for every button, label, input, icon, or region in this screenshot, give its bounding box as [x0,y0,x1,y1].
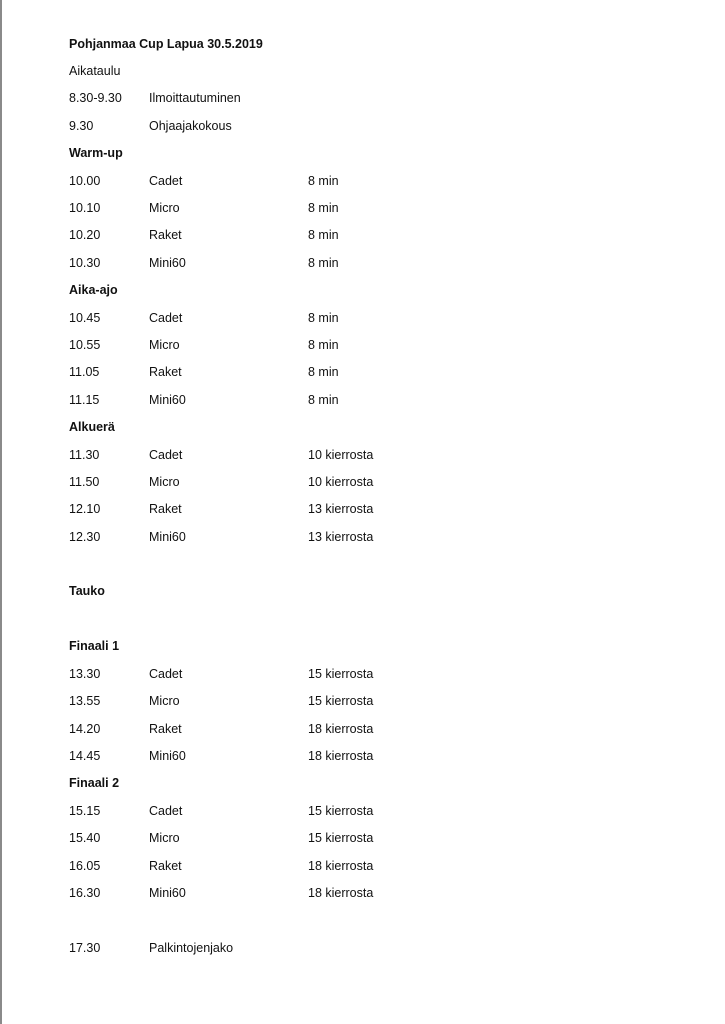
class-cell: Raket [149,722,182,736]
break-label: Tauko [69,584,105,598]
class-cell: Cadet [149,174,183,188]
duration-cell: 15 kierrosta [308,694,374,708]
duration-cell: 15 kierrosta [308,831,374,845]
duration-cell: 10 kierrosta [308,475,374,489]
duration-cell: 13 kierrosta [308,530,374,544]
duration-cell: 8 min [308,393,339,407]
class-cell: Raket [149,502,182,516]
class-cell: Cadet [149,804,183,818]
section-heading-alkuera: Alkuerä [69,420,115,434]
time-cell: 8.30-9.30 [69,91,122,105]
duration-cell: 18 kierrosta [308,749,374,763]
time-cell: 9.30 [69,119,94,133]
time-cell: 13.55 [69,694,101,708]
class-cell: Cadet [149,448,183,462]
time-cell: 13.30 [69,667,101,681]
class-cell: Mini60 [149,886,186,900]
class-cell: Mini60 [149,393,186,407]
time-cell: 11.15 [69,393,100,407]
page-edge [0,0,2,1024]
duration-cell: 8 min [308,365,339,379]
duration-cell: 18 kierrosta [308,886,374,900]
time-cell: 10.30 [69,256,101,270]
section-heading-finaali-2: Finaali 2 [69,776,120,790]
class-cell: Mini60 [149,530,186,544]
time-cell: 14.20 [69,722,101,736]
time-cell: 17.30 [69,941,101,955]
class-cell: Raket [149,859,182,873]
schedule-label: Aikataulu [69,64,121,78]
time-cell: 10.20 [69,228,101,242]
time-cell: 16.30 [69,886,101,900]
section-heading-finaali-1: Finaali 1 [69,639,120,653]
event-cell: Ilmoittautuminen [149,91,241,105]
duration-cell: 13 kierrosta [308,502,374,516]
class-cell: Micro [149,694,180,708]
class-cell: Micro [149,831,180,845]
event-cell: Palkintojenjako [149,941,234,955]
class-cell: Cadet [149,667,183,681]
class-cell: Micro [149,475,180,489]
duration-cell: 8 min [308,338,339,352]
time-cell: 15.40 [69,831,101,845]
time-cell: 12.10 [69,502,101,516]
duration-cell: 8 min [308,228,339,242]
time-cell: 10.45 [69,311,101,325]
class-cell: Mini60 [149,749,186,763]
class-cell: Micro [149,201,180,215]
duration-cell: 8 min [308,174,339,188]
time-cell: 12.30 [69,530,101,544]
time-cell: 14.45 [69,749,101,763]
class-cell: Mini60 [149,256,186,270]
duration-cell: 18 kierrosta [308,859,374,873]
event-cell: Ohjaajakokous [149,119,232,133]
class-cell: Micro [149,338,180,352]
duration-cell: 15 kierrosta [308,667,374,681]
time-cell: 10.00 [69,174,101,188]
duration-cell: 18 kierrosta [308,722,374,736]
duration-cell: 15 kierrosta [308,804,374,818]
time-cell: 10.10 [69,201,101,215]
class-cell: Cadet [149,311,183,325]
document-title: Pohjanmaa Cup Lapua 30.5.2019 [69,37,263,51]
class-cell: Raket [149,365,182,379]
duration-cell: 10 kierrosta [308,448,374,462]
class-cell: Raket [149,228,182,242]
time-cell: 10.55 [69,338,101,352]
duration-cell: 8 min [308,256,339,270]
time-cell: 11.30 [69,448,100,462]
section-heading-aika-ajo: Aika-ajo [69,283,118,297]
section-heading-warm-up: Warm-up [69,146,123,160]
time-cell: 15.15 [69,804,101,818]
time-cell: 11.05 [69,365,100,379]
duration-cell: 8 min [308,201,339,215]
duration-cell: 8 min [308,311,339,325]
time-cell: 11.50 [69,475,100,489]
time-cell: 16.05 [69,859,101,873]
